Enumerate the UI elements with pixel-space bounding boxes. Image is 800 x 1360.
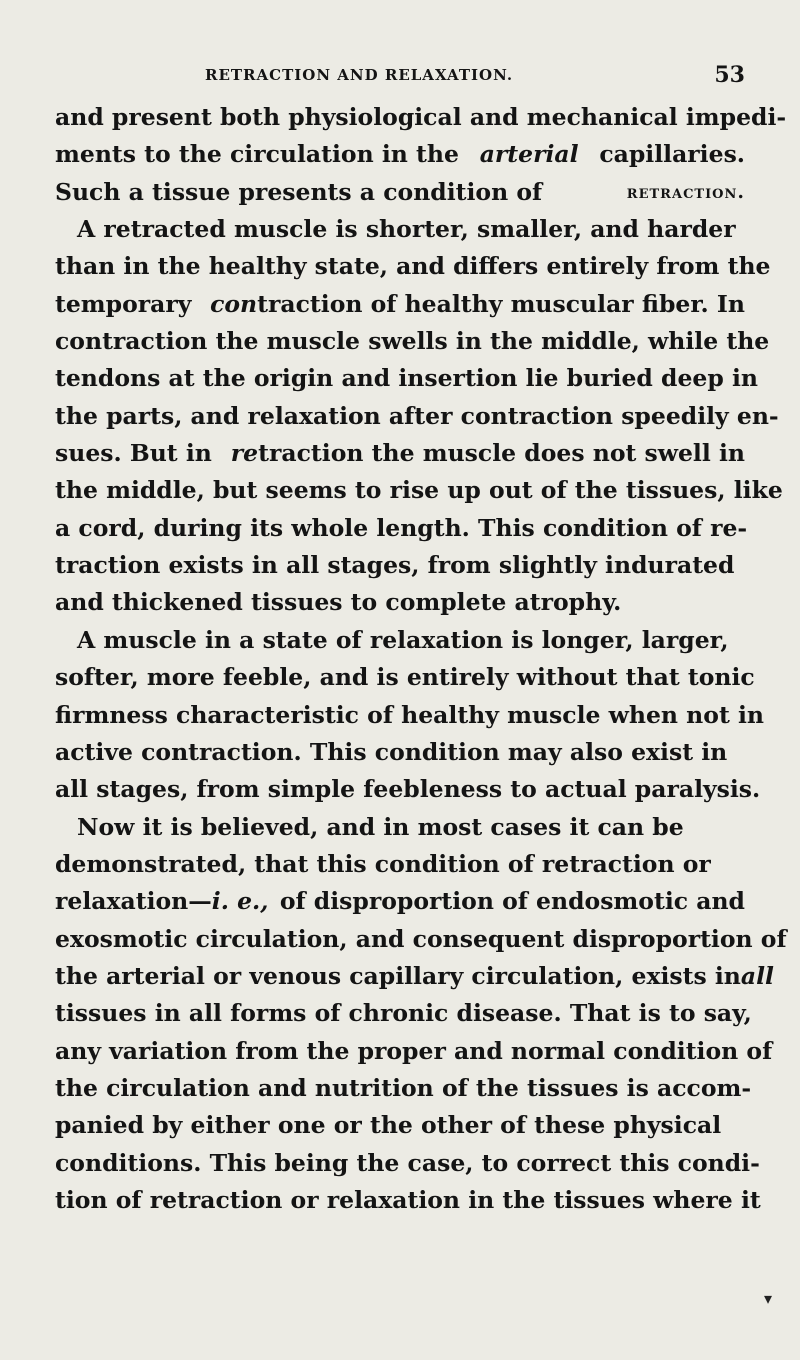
text-line: than in the healthy state, and differs entirely from the [55,252,771,281]
emphasis: con [210,289,258,318]
text-line: firmness characteristic of healthy muscle when not in [55,700,764,729]
text-line: the middle, but seems to rise up out of the tissues, like [55,476,783,505]
text-line: traction exists in all stages, from slightly indurated [55,551,735,580]
text-line: Now it is believed, and in most cases it can be [77,812,684,841]
text-line: and thickened tissues to complete atrophy. [55,588,622,617]
page-header [55,62,745,88]
emphasis: i. e., [211,887,269,916]
text-line: A retracted muscle is shorter, smaller, and harder [77,215,736,244]
text-line: temporary contraction of healthy muscular fiber. In [55,286,745,323]
text-line: ments to the circulation in the arterial capillaries. [55,136,745,173]
body-text [55,99,787,1219]
small-caps-term: retraction. [626,180,745,203]
text-line: the circulation and nutrition of the tissues is accom- [55,1073,752,1102]
text-line: softer, more feeble, and is entirely without that tonic [55,663,755,692]
text-line: the parts, and relaxation after contraction speedily en- [55,401,779,430]
text-line: tissues in all forms of chronic disease. That is to say, [55,999,752,1028]
text-line: relaxation—i. e., of disproportion of endosmotic and [55,883,745,920]
text-line: all stages, from simple feebleness to actual paralysis. [55,775,761,804]
ink-mark-icon: ▾ [763,1289,772,1308]
text-line: contraction the muscle swells in the middle, while the [55,327,770,356]
text-line: conditions. This being the case, to correct this condi- [55,1148,760,1177]
text-line: Such a tissue presents a condition of retraction. [55,174,745,211]
emphasis: all [740,961,774,990]
text-line: exosmotic circulation, and consequent disproportion of [55,924,787,953]
text-line: tion of retraction or relaxation in the tissues where it [55,1185,761,1214]
page-number: 53 [714,62,745,88]
emphasis: re [230,439,259,468]
text-line: demonstrated, that this condition of retraction or [55,849,711,878]
text-line: and present both physiological and mechanical impedi- [55,103,787,131]
text-line: sues. But in retraction the muscle does not swell in [55,435,745,472]
text-line: the arterial or venous capillary circulation, exists in all [55,958,745,995]
running-head: RETRACTION AND RELAXATION. [205,66,514,84]
text-line: active contraction. This condition may also exist in [55,737,728,766]
text-line: tendons at the origin and insertion lie buried deep in [55,364,759,393]
emphasis: arterial [479,140,579,169]
text-line: a cord, during its whole length. This condition of re- [55,513,748,542]
text-line: any variation from the proper and normal condition of [55,1036,773,1065]
text-line: panied by either one or the other of these physical [55,1111,722,1140]
text-line: A muscle in a state of relaxation is longer, larger, [77,625,729,654]
